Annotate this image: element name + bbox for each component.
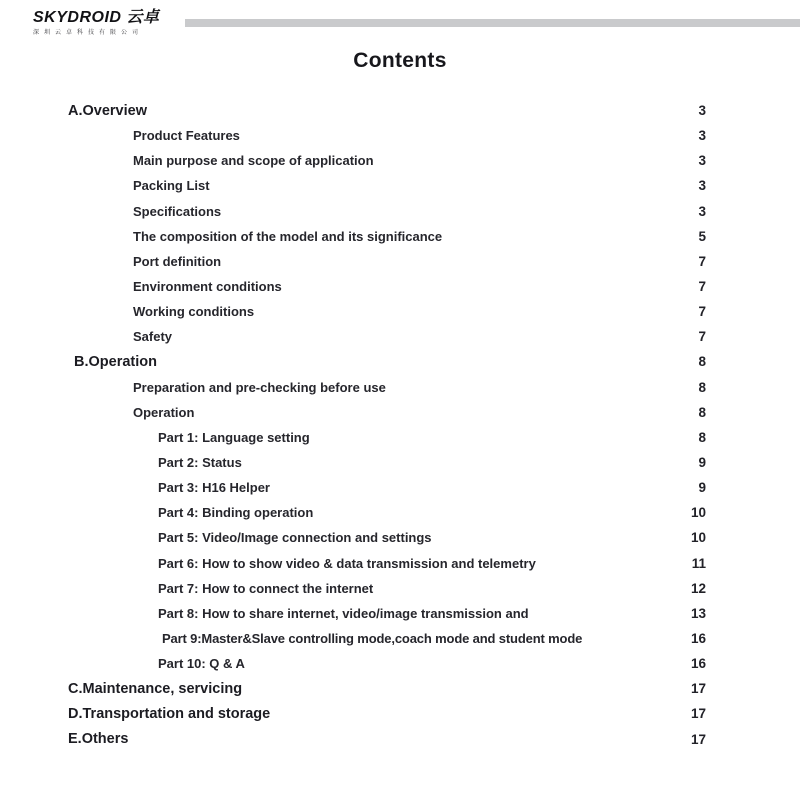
toc-page-number: 7 [698,304,706,320]
toc-page-number: 3 [698,178,706,194]
toc-entry-label: Part 7: How to connect the internet [158,580,374,596]
toc-page-number: 8 [698,429,706,445]
toc-page-number: 10 [690,505,706,521]
toc-row[interactable] [0,299,800,324]
toc-entry-label: Product Features [133,128,240,144]
toc-entry-label: Environment conditions [133,279,282,295]
toc-entry-label: Preparation and pre-checking before use [133,379,386,395]
toc-entry-label: Part 6: How to show video & data transmission and telemetry [158,555,536,571]
toc-entry-label: Packing List [133,178,210,194]
toc-entry-label: Main purpose and scope of application [133,153,374,169]
toc-page-number: 16 [690,631,706,647]
toc-page-number: 3 [698,203,706,219]
toc-entry-label: B.Operation [74,353,157,370]
toc-row[interactable] [0,626,800,651]
toc-page-number: 10 [690,530,706,546]
toc-page-number: 5 [698,228,706,244]
toc-row[interactable] [0,324,800,349]
header-divider-bar [185,19,800,27]
toc-page-number: 9 [698,480,706,496]
toc-row[interactable] [0,98,800,123]
logo-subtext: 深圳云卓科技有限公司 [33,30,144,36]
page-title: Contents [353,49,447,72]
toc-row[interactable] [0,249,800,274]
toc-row[interactable] [0,375,800,400]
toc-page-number: 3 [698,128,706,144]
toc-row[interactable] [0,349,800,374]
toc-page-number: 17 [690,706,706,722]
logo-wordmark [33,9,159,26]
toc-page-number: 3 [698,103,706,119]
toc-row[interactable] [0,601,800,626]
toc-entry-label: Safety [133,329,173,345]
toc-entry-label: Working conditions [133,304,255,320]
toc-entry-label: Part 1: Language setting [158,429,310,445]
toc-entry-label: Part 4: Binding operation [158,505,314,521]
toc-row[interactable] [0,148,800,173]
toc-row[interactable] [0,727,800,752]
toc-entry-label: Part 9:Master&Slave controlling mode,coach mode and student mode [162,631,583,647]
toc-row[interactable] [0,173,800,198]
toc-row[interactable] [0,651,800,676]
toc-page-number: 17 [690,681,706,697]
toc-row[interactable] [0,475,800,500]
toc-entry-label: Part 2: Status [158,455,242,471]
logo-brand-text: SKYDROID [33,9,122,26]
toc-page-number: 9 [698,455,706,471]
toc-page-number: 8 [698,404,706,420]
toc-entry-label: Part 8: How to share internet, video/image transmission and [158,605,529,621]
toc-row[interactable] [0,525,800,550]
toc-entry-label: E.Others [68,731,129,748]
table-of-contents [0,98,800,752]
toc-row[interactable] [0,450,800,475]
toc-row[interactable] [0,400,800,425]
toc-entry-label: Part 10: Q & A [158,656,245,672]
toc-page-number: 7 [698,329,706,345]
toc-entry-label: Part 5: Video/Image connection and settings [158,530,432,546]
toc-entry-label: D.Transportation and storage [68,705,271,722]
toc-entry-label: C.Maintenance, servicing [68,680,243,697]
toc-row[interactable] [0,274,800,299]
toc-row[interactable] [0,500,800,525]
toc-entry-label: Specifications [133,203,222,219]
toc-row[interactable] [0,199,800,224]
toc-row[interactable] [0,425,800,450]
toc-page-number: 13 [690,605,706,621]
toc-page-number: 8 [698,354,706,370]
logo-cjk-text: 云卓 [126,9,160,26]
toc-row[interactable] [0,123,800,148]
toc-entry-label: Operation [133,404,195,420]
toc-entry-label: The composition of the model and its significance [133,228,443,244]
toc-page-number: 16 [690,656,706,672]
toc-page-number: 17 [690,731,706,747]
toc-row[interactable] [0,224,800,249]
toc-entry-label: Port definition [133,253,222,269]
toc-entry-label: Part 3: H16 Helper [158,480,270,496]
toc-page-number: 12 [690,580,706,596]
toc-page-number: 7 [698,279,706,295]
toc-page-number: 11 [691,555,706,571]
toc-row[interactable] [0,676,800,701]
toc-row[interactable] [0,576,800,601]
logo [33,9,159,36]
toc-row[interactable] [0,551,800,576]
toc-page-number: 8 [698,379,706,395]
toc-page-number: 7 [698,253,706,269]
toc-row[interactable] [0,701,800,726]
toc-entry-label: A.Overview [68,102,147,119]
toc-page-number: 3 [698,153,706,169]
